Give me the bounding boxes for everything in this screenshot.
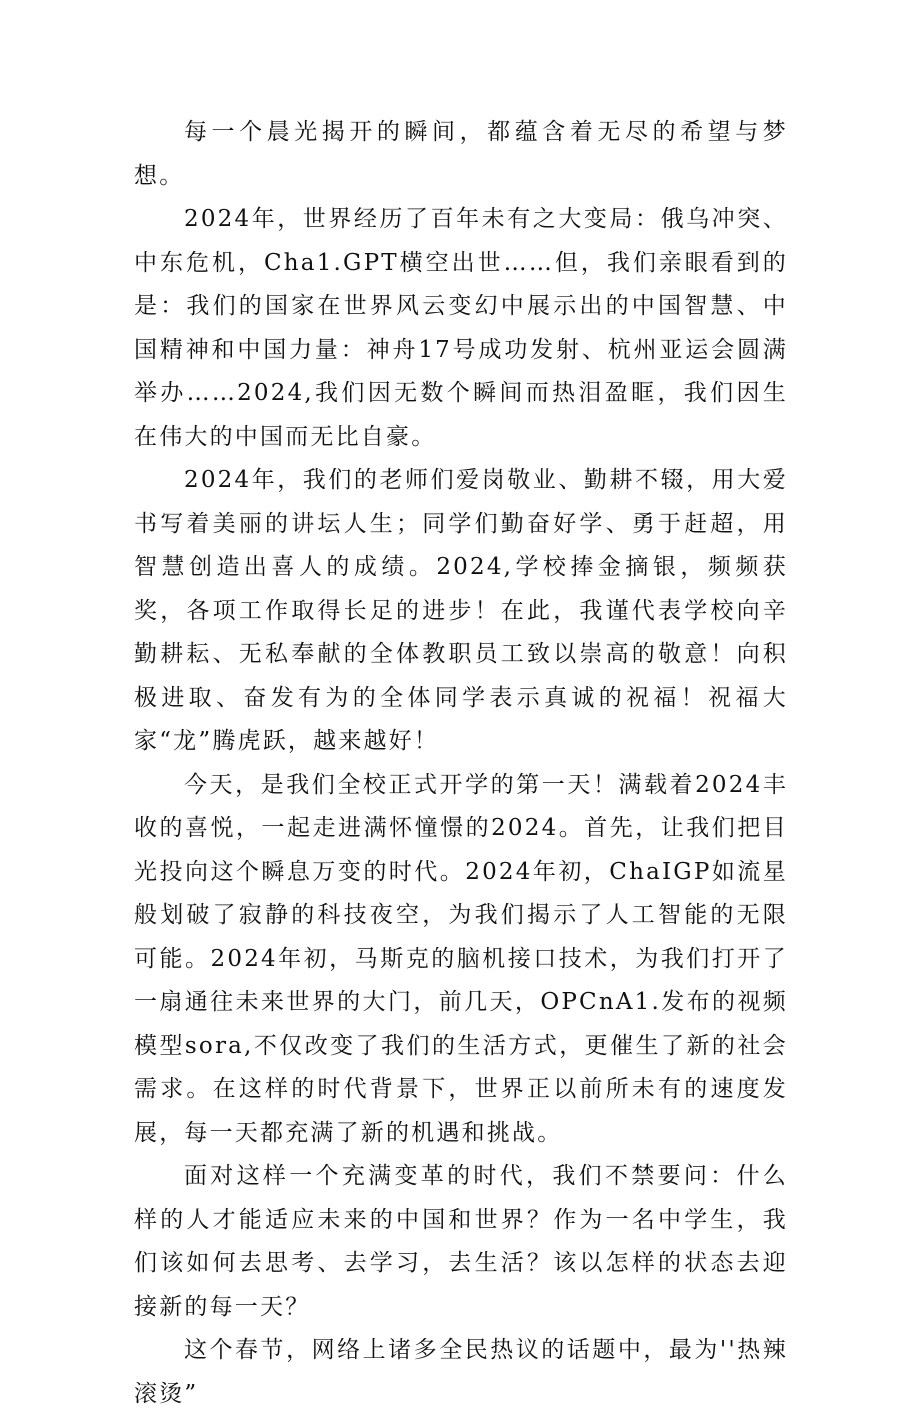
- paragraph-5: 面对这样一个充满变革的时代，我们不禁要问：什么样的人才能适应未来的中国和世界？作为一名中学生，我们该如何去思考、去学习，去生活？该以怎样的状态去迎接新的每一天？: [134, 1163, 788, 1320]
- document-body: [134, 111, 788, 1416]
- paragraph-3: 2024年，我们的老师们爱岗敬业、勤耕不辍，用大爱书写着美丽的讲坛人生；同学们勤奋好学、勇于赶超，用智慧创造出喜人的成绩。2024,学校捧金摘银，频频获奖，各项工作取得长足的进步！在此，我谨代表学校向辛勤耕耘、无私奉献的全体教职员工致以崇高的敬意！向积极进取、奋发有为的全体同学表示真诚的祝福！祝福大家“龙”腾虎跃，越来越好！: [134, 467, 788, 754]
- paragraph-4: 今天，是我们全校正式开学的第一天！满载着2024丰收的喜悦，一起走进满怀憧憬的2024。首先，让我们把目光投向这个瞬息万变的时代。2024年初，ChaIGP如流星般划破了寂静的科技夜空，为我们揭示了人工智能的无限可能。2024年初，马斯克的脑机接口技术，为我们打开了一扇通往未来世界的大门，前几天，OPCnA1.发布的视频模型sora,不仅改变了我们的生活方式，更催生了新的社会需求。在这样的时代背景下，世界正以前所未有的速度发展，每一天都充满了新的机遇和挑战。: [134, 771, 788, 1146]
- paragraph-6: 这个春节，网络上诸多全民热议的话题中，最为''热辣滚烫”: [134, 1337, 788, 1407]
- paragraph-1: 每一个晨光揭开的瞬间，都蕴含着无尽的希望与梦想。: [134, 119, 788, 189]
- paragraph-2: 2024年，世界经历了百年未有之大变局：俄乌冲突、中东危机，Cha1.GPT横空出世……但，我们亲眼看到的是：我们的国家在世界风云变幻中展示出的中国智慧、中国精神和中国力量：神舟17号成功发射、杭州亚运会圆满举办……2024,我们因无数个瞬间而热泪盈眶，我们因生在伟大的中国而无比自豪。: [134, 206, 788, 450]
